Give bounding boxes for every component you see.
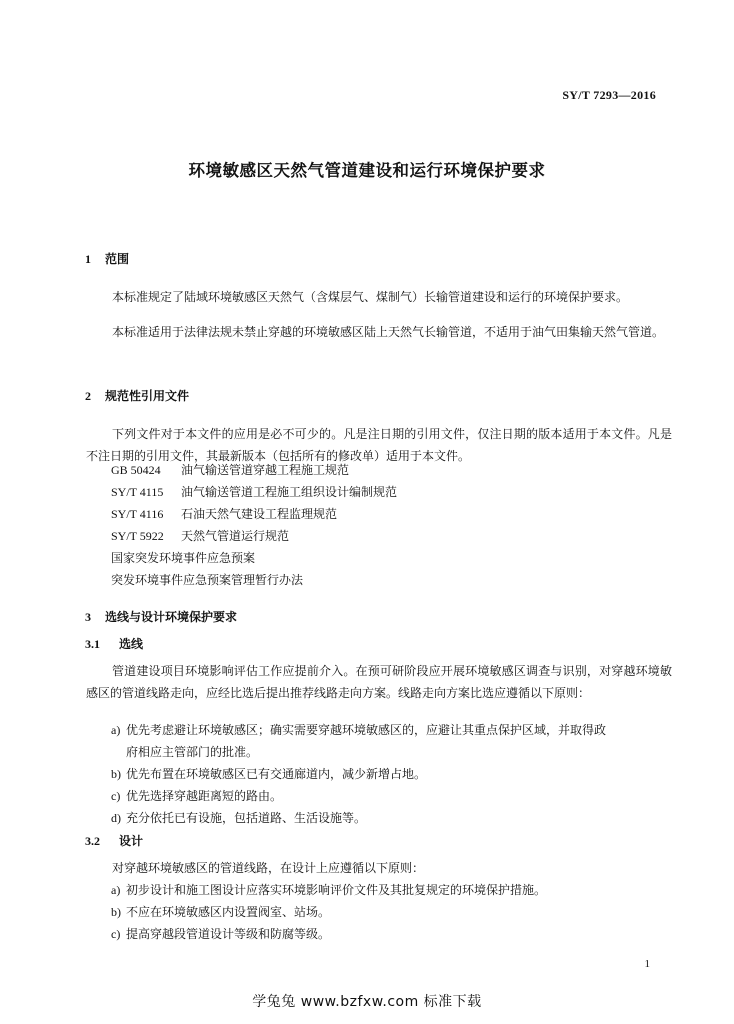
route-selection-intro: 管道建设项目环境影响评估工作应提前介入。在预可研阶段应开展环境敏感区调查与识别，对穿越环境敏感区的管道线路走向，应经比选后提出推荐线路走向方案。线路走向方案比选应遵循以下原则： [86,664,672,700]
section-3-heading [85,608,237,625]
section-title: 设计 [119,834,144,848]
reference-code: GB 50424 [111,463,161,477]
reference-item: 突发环境事件应急预案管理暂行办法 [111,573,304,587]
list-text: 优先选择穿越距离短的路由。 [126,789,283,803]
list-marker: d) [111,811,121,825]
reference-item [111,527,289,544]
list-marker: c) [111,927,121,941]
reference-name: 石油天然气建设工程监理规范 [181,507,338,521]
reference-item: 国家突发环境事件应急预案 [111,551,256,565]
scope-paragraph-1: 本标准规定了陆域环境敏感区天然气（含煤层气、煤制气）长输管道建设和运行的环境保护要求。 [112,290,629,304]
page-number: 1 [644,958,650,970]
list-marker: b) [111,767,121,781]
section-title: 规范性引用文件 [105,389,190,403]
list-marker: a) [111,883,121,897]
reference-name: 油气输送管道工程施工组织设计编制规范 [181,485,398,499]
normative-references-intro: 下列文件对于本文件的应用是必不可少的。凡是注日期的引用文件，仅注日期的版本适用于本文件。凡是不注日期的引用文件，其最新版本（包括所有的修改单）适用于本文件。 [86,427,672,463]
section-title: 范围 [105,252,130,266]
list-item [111,763,671,785]
reference-code: SY/T 5922 [111,529,164,543]
list-item [111,785,671,807]
list-item [111,901,671,923]
section-title: 选线与设计环境保护要求 [105,610,238,624]
reference-name: 天然气管道运行规范 [181,529,290,543]
list-text: 充分依托已有设施，包括道路、生活设施等。 [126,811,367,825]
list-marker: b) [111,905,121,919]
reference-code: SY/T 4115 [111,485,164,499]
section-1-heading [85,250,129,267]
document-title: 环境敏感区天然气管道建设和运行环境保护要求 [188,161,546,180]
list-marker: c) [111,789,121,803]
reference-item [111,483,397,500]
section-3-1-heading [85,635,143,652]
list-text: 提高穿越段管道设计等级和防腐等级。 [126,927,331,941]
design-intro: 对穿越环境敏感区的管道线路，在设计上应遵循以下原则： [112,861,425,875]
reference-code: SY/T 4116 [111,507,164,521]
reference-name: 油气输送管道穿越工程施工规范 [181,463,350,477]
watermark: 学兔兔 www.bzfxw.com 标准下载 [252,994,482,1010]
section-2-heading [85,387,189,404]
list-marker: a) [111,723,121,737]
list-item [111,807,671,829]
list-text-continued: 府相应主管部门的批准。 [126,745,259,759]
list-item [111,923,671,945]
standard-code: SY/T 7293—2016 [562,88,656,102]
section-3-2-heading [85,832,143,849]
reference-item [111,505,337,522]
list-item [111,879,671,901]
section-number: 3.1 [85,637,100,651]
list-text: 不应在环境敏感区内设置阀室、站场。 [126,905,331,919]
list-text: 优先布置在环境敏感区已有交通廊道内，减少新增占地。 [126,767,427,781]
section-number: 2 [85,389,91,403]
list-item [111,719,671,763]
reference-item [111,461,349,478]
list-text: 初步设计和施工图设计应落实环境影响评价文件及其批复规定的环境保护措施。 [126,883,547,897]
section-number: 3.2 [85,834,100,848]
section-number: 3 [85,610,91,624]
section-number: 1 [85,252,91,266]
scope-paragraph-2: 本标准适用于法律法规未禁止穿越的环境敏感区陆上天然气长输管道，不适用于油气田集输天然气管道。 [112,325,665,339]
list-text: 优先考虑避让环境敏感区；确实需要穿越环境敏感区的，应避让其重点保护区域，并取得政 [126,723,607,737]
section-title: 选线 [119,637,144,651]
